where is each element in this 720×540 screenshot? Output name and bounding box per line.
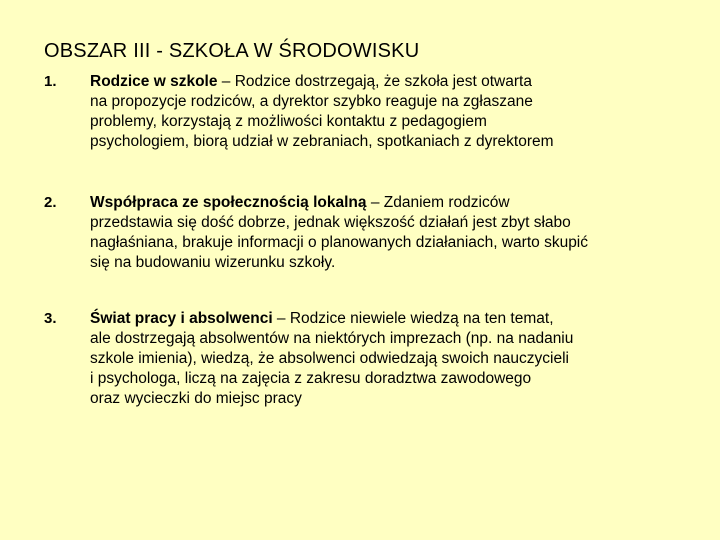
item-line: się na budowaniu wizerunku szkoły. [90,254,336,271]
item-text: – Rodzice niewiele wiedzą na ten temat, [272,310,554,327]
item-line: szkole imienia), wiedzą, że absolwenci odwiedzają swoich nauczycieli [90,350,570,367]
item-heading: Świat pracy i absolwenci [90,310,273,327]
item-line: ale dostrzegają absolwentów na niektórych imprezach (np. na nadaniu [90,330,574,347]
item-number: 3. [44,310,57,327]
item-number: 1. [44,73,57,90]
item-line: oraz wycieczki do miejsc pracy [90,390,302,407]
item-heading: Rodzice w szkole [90,73,218,90]
item-text: – Zdaniem rodziców [366,194,510,211]
item-text: problemy, korzystają z możliwości kontaktu z pedagogiem [90,113,487,130]
item-heading: Współpraca ze społecznością lokalną [90,194,367,211]
slide-title: OBSZAR III - SZKOŁA W ŚRODOWISKU [44,40,420,62]
item-body [90,193,680,273]
item-line: przedstawia się dość dobrze, jednak większość działań jest zbyt słabo [90,214,571,231]
item-line: nagłaśniana, brakuje informacji o planowanych działaniach, warto skupić [90,234,589,251]
item-number: 2. [44,194,57,211]
item-body [90,72,680,152]
item-body [90,309,680,409]
item-line: i psychologa, liczą na zajęcia z zakresu doradztwa zawodowego [90,370,532,387]
item-text: – Rodzice dostrzegają, że szkoła jest otwarta [217,73,532,90]
item-line [90,72,680,92]
item-line: psychologiem, biorą udział w zebraniach, spotkaniach z dyrektorem [90,133,554,150]
item-line [90,112,680,132]
item-line: na propozycje rodziców, a dyrektor szybko reaguje na zgłaszane [90,93,533,110]
item-line [90,309,680,329]
item-line [90,193,680,213]
